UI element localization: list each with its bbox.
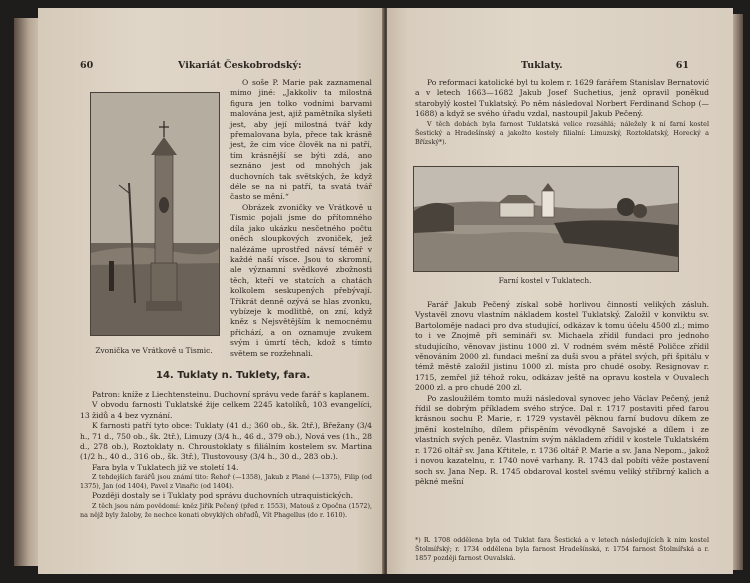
left-body [80, 390, 372, 520]
body-paragraph: Fara byla v Tuklatech již ve století 14. [92, 462, 239, 472]
right-page [387, 8, 733, 574]
top-paragraph: Po reformaci katolické byl tu kolem r. 1629 farářem Stanislav Bernatović a v letech 1663—1682 Jakub Josef Suchetius, jenž opravil poněkud starobylý kostel Tuklatský. Po něm následoval Norbert Ferdinand Schop (—1688) a když se svého úřadu vzdal, nastoupil Jakub Pečený. [415, 78, 709, 119]
right-body [415, 300, 709, 487]
footnote-paragraph: Z těch jsou nám povědomí: kněz Jiřík Pečený (před r. 1553), Matouš z Opočna (1572), na nějž byly žaloby, že nechce konati obvyklých obřadů, Vít Phagellus (do r. 1610). [80, 501, 372, 519]
body-paragraph: V obvodu farnosti Tuklatské žije celkem 2245 katolíků, 103 evangelíci, 13 židů a 4 bez vyznání. [80, 400, 372, 420]
body-paragraph: Později dostaly se i Tuklaty pod správu duchovních utraquistických. [92, 491, 354, 501]
right-top-text [415, 78, 709, 147]
section-heading: 14. Tuklaty n. Tuklety, fara. [156, 370, 311, 381]
left-page [38, 8, 384, 574]
book-edge-left [14, 18, 40, 566]
body-paragraph: Po zasloužilém tomto muži následoval synovec jeho Václav Pečený, jenž řídil se dobrým příkladem svého strýce. Dal r. 1717 postaviti před farou krásnou sochu P. Marie, r. 1729 vystavěl pěknou farní budovu díkem ze jmění kostelního, dílem přispěním vévodkyně Savojské a dílem i ze vlastních svých peněz. Vlastním svým nákladem zřídil v kostele Tuklatském r. 1726 oltář sv. Jana Křtitele, r. 1736 oltář P. Marie a sv. Jana Nepom., jakož i novou kazatelnu, r. 1740 nové varhany. R. 1743 dal pobíti věže postavení soch sv. Jana Nep. R. 1745 obdaroval kostel svému veliký stříbrný kalich a pěkné mešní [415, 393, 709, 486]
side-text [230, 78, 372, 359]
belfry-column-photo [90, 92, 220, 336]
body-paragraph: K farnosti patří tyto obce: Tuklaty (41 d.; 360 ob., šk. 2tř.), Břežany (3/4 h., 71 d., 750 ob., šk. 2tř.), Limuzy (3/4 h., 46 d., 379 ob.), Nová ves (1h., 28 d., 278 ob.), Roztoklaty n. Chroustoklaty s filiálním kostelem sv. Martina (1/2 h., 40 d., 316 ob., šk. 3tř.), Tlustovousy (3/4 h., 30 d., 283 ob.). [80, 421, 372, 462]
body-paragraph: Farář Jakub Pečený získal sobě horlivou činností velikých zásluh. Vystavěl znovu vlastním nákladem kostel Tuklatský. Založil v konviktu sv. Bartoloměje nadaci pro dva studující, odkázav k tomu účelu 4500 zl.; mimo to i ve Znojmě při semináři sv. Michaela zřídil fundaci pro jednoho studujícího, věnovav jistinu 1000 zl. V rodném svém městě Poličce zřídil věnováním 2000 zl. fundaci mešní za duši svou a přátel svých, při špitálu v témž městě založil jistinu 1000 zl. místa pro chudé osoby. Resignovav r. 1715, zemřel již téhož roku, odkázav ještě na opravu kostela v Ouvalech 2000 zl. a pro chudé 200 zl. [415, 300, 709, 393]
running-title-left: Vikariát Českobrodský: [178, 60, 302, 71]
top-note: V těch dobách byla farnost Tuklatská velice rozsáhlá; náležely k ní farní kostel Šestický a Hradešínský a jakožto kostely filialní: Limuzský, Roztoklatský, Horecký a Břízský*). [415, 119, 709, 146]
side-paragraph: Obrázek zvoničky ve Vrátkově u Tismic pojali jsme do přítomného díla jako ukázku nesčetného počtu oněch sloupkových zvoniček, jež nalézáme uprostřed návsí téměř v každé naší vísce. Jsou to skromní, ale významní svědkové zbožnosti těch, kteří ve statcích a chatách kolkolem seskupených přebývají. Třikrát denně ozývá se hlas zvonku, vybízeje k modlitbě, on zní, když kněz s Nejsvětějším k nemocnému přichází, a on oznamuje zvukem svým i úmrtí těch, kdož s tímto světem se rozžehnali. [230, 202, 372, 358]
page-number-right: 61 [675, 60, 689, 71]
footnote-paragraph: Z tehdejších farářů jsou známí tito: Řehoř (—1358), Jakub z Plané (—1375), Filip (od 1375), Jan (od 1404), Pavel z Vinařic (od 1404). [80, 473, 372, 491]
church-landscape-photo [413, 166, 679, 272]
page-number-left: 60 [80, 60, 94, 71]
book-edge-right [733, 14, 743, 570]
side-paragraph: O soše P. Marie pak zaznamenal mimo jiné: „Jakkoliv ta milostná figura jen tolko vodními barvami malována jest, ajiž pamětníka slyšeti jest, aby její milostná tvář kdy přemalovana byla, přece tak krásně jest, že cim více člověk na ni patří, tím krásnější se býti zdá, ano seznáno jest od mnohých jak duchovních tak světských, že když déle se na ni patří, ta svatá tvář často se mění.“ [230, 78, 372, 202]
photo-caption-left: Zvonička ve Vrátkově u Tismic. [95, 346, 213, 355]
running-title-right: Tuklaty. [521, 60, 563, 71]
photo-caption-right: Farní kostel v Tuklatech. [498, 276, 592, 285]
right-footnote: *) R. 1708 oddělena byla od Tuklat fara Šestická a v letech následujících k nim kostel Štolmířský; r. 1734 oddělena byla farnost Hradešínská, r. 1754 farnost Štolmířská a r. 1857 později farnost Ouvalská. [415, 536, 709, 562]
body-paragraph: Patron: kníže z Liechtensteinu. Duchovní správu vede farář s kaplanem. [92, 390, 370, 399]
